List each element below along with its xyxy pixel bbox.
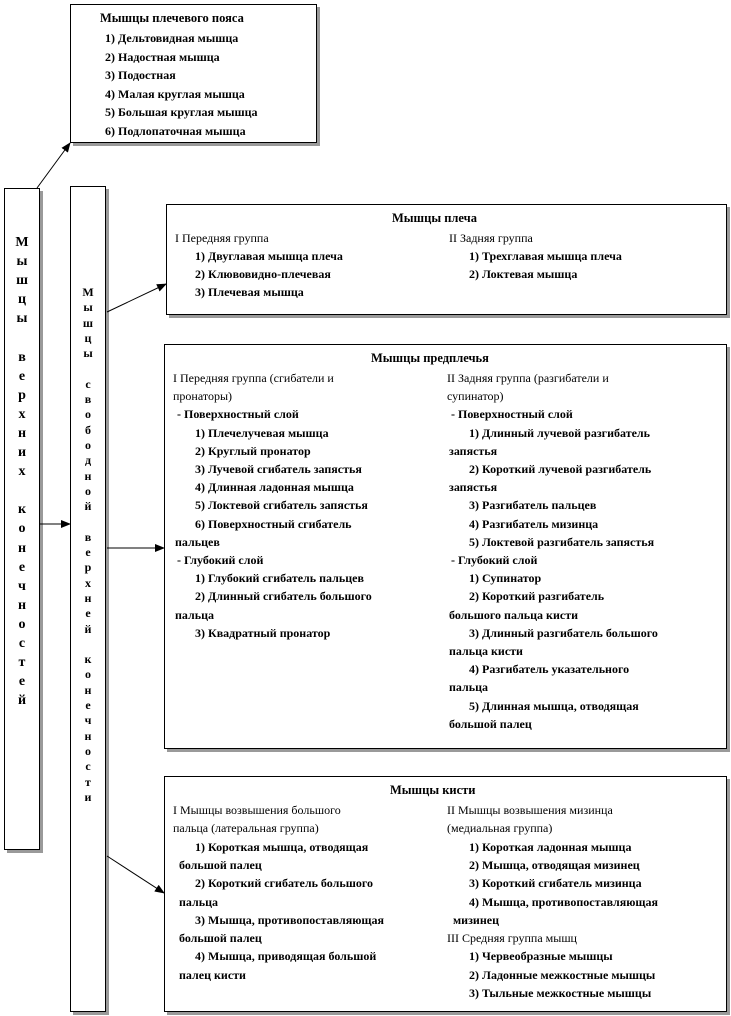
forearm-left-line: 2) Длинный сгибатель большого — [195, 589, 372, 604]
forearm-left-line: - Поверхностный слой — [177, 407, 299, 422]
forearm-right-line: 3) Разгибатель пальцев — [469, 498, 597, 513]
hand-right-line: мизинец — [453, 912, 499, 927]
hand-right-line: 3) Короткий сгибатель мизинца — [469, 876, 642, 891]
hand-left-line: 2) Короткий сгибатель большого — [195, 876, 373, 891]
hand-right-line: 3) Тыльные межкостные мышцы — [469, 986, 652, 1000]
forearm-right-line: 5) Локтевой разгибатель запястья — [469, 534, 655, 549]
hand-left-line: палец кисти — [179, 967, 246, 982]
hand-left-line: I Мышцы возвышения большого — [173, 803, 341, 817]
shoulder-posterior-item: 2) Локтевая мышца — [469, 267, 578, 281]
forearm-right-line: 2) Короткий разгибатель — [469, 589, 605, 604]
forearm-right-line: - Глубокий слой — [451, 553, 538, 567]
forearm-right-line: 3) Длинный разгибатель большого — [469, 625, 658, 640]
hand-right-line: II Мышцы возвышения мизинца — [447, 803, 613, 817]
forearm-left-line: 1) Плечелучевая мышца — [195, 425, 329, 440]
forearm-left-line: пронаторы) — [173, 389, 233, 404]
hand-left-line: 4) Мышца, приводящая большой — [195, 949, 377, 964]
forearm-right-line: большой палец — [449, 716, 532, 731]
shoulder-anterior-item: 2) Клювовидно-плечевая — [195, 267, 331, 281]
forearm-left-line: 1) Глубокий сгибатель пальцев — [195, 571, 364, 586]
arrow-to-hand — [107, 856, 164, 893]
forearm-right-line: супинатор) — [447, 389, 504, 404]
forearm-left-line: I Передняя группа (сгибатели и — [173, 371, 334, 385]
forearm-left-line: - Глубокий слой — [177, 553, 264, 567]
hand-left-line: 3) Мышца, противопоставляющая — [195, 912, 384, 927]
forearm-right-line: II Задняя группа (разгибатели и — [447, 371, 609, 385]
shoulder-anterior-item: 3) Плечевая мышца — [195, 285, 304, 299]
forearm-right-line: запястья — [449, 480, 498, 495]
shoulder-anterior-heading: I Передняя группа — [175, 231, 269, 245]
shoulder-girdle-title: Мышцы плечевого пояса — [100, 11, 244, 25]
forearm-left-line: пальцев — [175, 534, 220, 549]
shoulder-girdle-item: 1) Дельтовидная мышца — [105, 31, 239, 45]
forearm-left-line: 3) Квадратный пронатор — [195, 625, 331, 640]
shoulder-posterior-heading: II Задняя группа — [449, 231, 533, 245]
shoulder-title: Мышцы плеча — [392, 211, 477, 225]
forearm-left-line: 4) Длинная ладонная мышца — [195, 480, 354, 495]
hand-left-line: большой палец — [179, 931, 262, 946]
hand-right-line: 2) Ладонные межкостные мышцы — [469, 967, 656, 982]
forearm-right-line: - Поверхностный слой — [451, 407, 573, 422]
forearm-right-line: 2) Короткий лучевой разгибатель — [469, 462, 652, 476]
free-limb-label: М ы ш ц ы с в о б о д н о й в е р х н е й к о н е ч н о с т и — [82, 285, 94, 804]
forearm-left-line: 5) Локтевой сгибатель запястья — [195, 498, 368, 513]
shoulder-girdle-item: 5) Большая круглая мышца — [105, 105, 258, 119]
forearm-left-line: 2) Круглый пронатор — [195, 443, 311, 458]
arrow-to-shoulder — [107, 284, 166, 312]
forearm-right-line: 5) Длинная мышца, отводящая — [469, 698, 639, 713]
forearm-right-line: 1) Длинный лучевой разгибатель — [469, 425, 650, 440]
hand-left-line: пальца — [179, 894, 219, 909]
forearm-right-line: большого пальца кисти — [449, 607, 579, 622]
hand-right-line: 4) Мышца, противопоставляющая — [469, 894, 658, 909]
main-category-label: М ы ш ц ы в е р х н и х к о н е ч н о с т е й — [15, 235, 29, 709]
hand-left-line: большой палец — [179, 857, 262, 872]
forearm-left-line: 6) Поверхностный сгибатель — [195, 516, 352, 531]
forearm-title: Мышцы предплечья — [371, 351, 489, 365]
forearm-right-line: пальца — [449, 680, 489, 695]
hand-right-line: (медиальная группа) — [447, 821, 553, 836]
shoulder-anterior-item: 1) Двуглавая мышца плеча — [195, 249, 343, 263]
hand-right-line: III Средняя группа мышц — [447, 931, 577, 946]
shoulder-girdle-item: 6) Подлопаточная мышца — [105, 123, 246, 138]
forearm-right-line: 4) Разгибатель мизинца — [469, 516, 599, 531]
hand-right-line: 2) Мышца, отводящая мизинец — [469, 857, 640, 872]
hand-left-line: 1) Короткая мышца, отводящая — [195, 839, 369, 854]
shoulder-girdle-item: 3) Подостная — [105, 68, 176, 82]
forearm-right-line: пальца кисти — [449, 644, 523, 658]
forearm-left-line: 3) Лучевой сгибатель запястья — [195, 462, 362, 476]
shoulder-girdle-item: 4) Малая круглая мышца — [105, 86, 245, 101]
hand-right-line: 1) Червеобразные мышцы — [469, 949, 613, 964]
forearm-left-line: пальца — [175, 607, 215, 622]
hand-title: Мышцы кисти — [390, 783, 476, 797]
hand-left-line: пальца (латеральная группа) — [173, 821, 319, 836]
forearm-right-line: запястья — [449, 443, 498, 458]
forearm-right-line: 1) Супинатор — [469, 571, 542, 586]
arrow-to-shoulder-girdle — [37, 143, 70, 188]
shoulder-girdle-item: 2) Надостная мышца — [105, 49, 220, 64]
forearm-right-line: 4) Разгибатель указательного — [469, 662, 630, 677]
shoulder-posterior-item: 1) Трехглавая мышца плеча — [469, 249, 622, 263]
hand-right-line: 1) Короткая ладонная мышца — [469, 839, 632, 854]
